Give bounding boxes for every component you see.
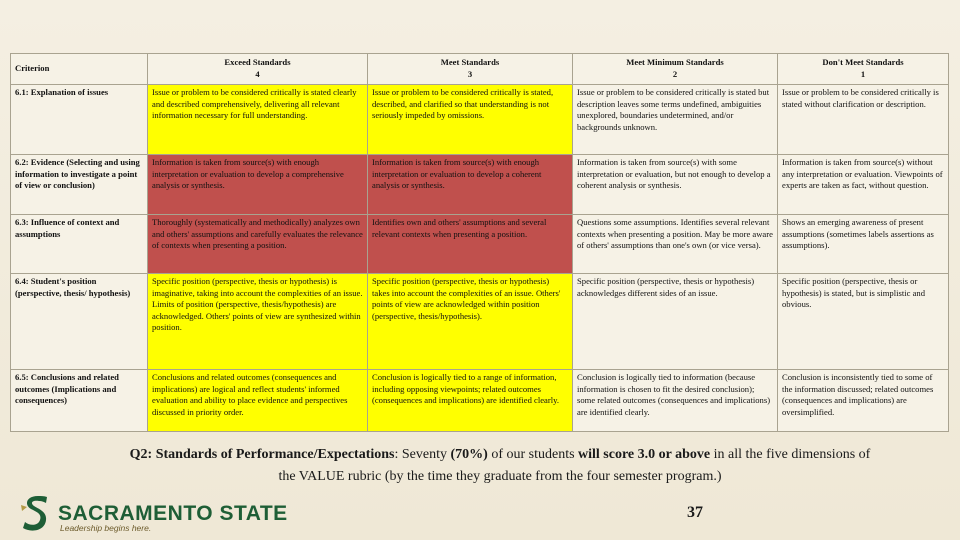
level-header-3: Meet Standards 3: [368, 54, 573, 85]
rubric-row-6-3: [11, 215, 949, 274]
rubric-cell-dont-meet: Information is taken from source(s) without any interpretation or evaluation. Viewpoints of experts are taken as fact, without question.: [778, 155, 949, 215]
rubric-row-6-2: [11, 155, 949, 215]
rubric-cell-exceed: Conclusions and related outcomes (consequences and implications) are logical and reflect students' informed evaluation and ability to place evidence and perspectives discussed in priority order.: [148, 370, 368, 432]
caption-question-label: Q2: Standards of Performance/Expectations: [129, 447, 395, 462]
rubric-row-6-5: [11, 370, 949, 432]
rubric-table: [10, 53, 949, 432]
rubric-cell-dont-meet: Specific position (perspective, thesis or hypothesis) is stated, but is simplistic and obvious.: [778, 274, 949, 370]
criterion-cell: 6.4: Student's position (perspective, thesis/ hypothesis): [11, 274, 148, 370]
rubric-cell-exceed: Information is taken from source(s) with enough interpretation or evaluation to develop a comprehensive analysis or synthesis.: [148, 155, 368, 215]
rubric-cell-dont-meet: Shows an emerging awareness of present assumptions (sometimes labels assertions as assumptions).: [778, 215, 949, 274]
rubric-cell-minimum: Information is taken from source(s) with some interpretation or evaluation, but not enough to develop a coherent analysis or synthesis.: [573, 155, 778, 215]
logo-wordmark: SACRAMENTO STATE: [58, 502, 288, 525]
rubric-cell-exceed: Thoroughly (systematically and methodically) analyzes own and others' assumptions and carefully evaluates the relevance of contexts when presenting a position.: [148, 215, 368, 274]
rubric-row-6-1: [11, 85, 949, 155]
rubric-cell-exceed: Issue or problem to be considered critically is stated clearly and described comprehensively, delivering all relevant information necessary for full understanding.: [148, 85, 368, 155]
criterion-cell: 6.1: Explanation of issues: [11, 85, 148, 155]
rubric-cell-meet: Issue or problem to be considered critically is stated, described, and clarified so that understanding is not seriously impeded by omissions.: [368, 85, 573, 155]
level-header-1: Don't Meet Standards 1: [778, 54, 949, 85]
page-number: 37: [687, 504, 703, 521]
rubric-header-row: [11, 54, 949, 85]
rubric-cell-minimum: Conclusion is logically tied to information (because information is chosen to fit the desired conclusion); some related outcomes (consequences and implications) are identified clearly.: [573, 370, 778, 432]
caption-percent: (70%): [450, 447, 488, 462]
rubric-cell-minimum: Questions some assumptions. Identifies several relevant contexts when presenting a position. May be more aware of others' assumptions than one's own (or vice versa).: [573, 215, 778, 274]
criterion-cell: 6.2: Evidence (Selecting and using information to investigate a point of view or conclusion): [11, 155, 148, 215]
rubric-cell-exceed: Specific position (perspective, thesis or hypothesis) is imaginative, taking into account the complexities of an issue. Limits of position (perspective, thesis/hypothesis) are acknowledged. Others' points of view are synthesized within position.: [148, 274, 368, 370]
level-header-4: Exceed Standards 4: [148, 54, 368, 85]
level-header-2: Meet Minimum Standards 2: [573, 54, 778, 85]
sacramento-state-logo: [18, 493, 288, 533]
criterion-header: Criterion: [11, 54, 148, 85]
rubric-cell-meet: Conclusion is logically tied to a range of information, including opposing viewpoints; related outcomes (consequences and implications) are identified clearly.: [368, 370, 573, 432]
rubric-cell-meet: Identifies own and others' assumptions and several relevant contexts when presenting a position.: [368, 215, 573, 274]
caption-score-target: will score 3.0 or above: [578, 447, 711, 462]
criterion-cell: 6.3: Influence of context and assumptions: [11, 215, 148, 274]
rubric-cell-minimum: Specific position (perspective, thesis or hypothesis) acknowledges different sides of an issue.: [573, 274, 778, 370]
hornet-logo-icon: [18, 493, 52, 533]
standards-caption: Q2: Standards of Performance/Expectations: Seventy (70%) of our students will score 3.0 or above in all the five dimensions of the VALUE rubric (by the time they graduate from the four semester program.): [129, 447, 871, 484]
rubric-row-6-4: [11, 274, 949, 370]
rubric-cell-dont-meet: Conclusion is inconsistently tied to some of the information discussed; related outcomes (consequences and implications) are oversimplified.: [778, 370, 949, 432]
rubric-cell-dont-meet: Issue or problem to be considered critically is stated without clarification or description.: [778, 85, 949, 155]
rubric-cell-meet: Information is taken from source(s) with enough interpretation or evaluation to develop a coherent analysis or synthesis.: [368, 155, 573, 215]
logo-tagline: Leadership begins here.: [60, 523, 152, 533]
rubric-cell-minimum: Issue or problem to be considered critically is stated but description leaves some terms undefined, ambiguities unexplored, boundaries undetermined, and/or backgrounds unknown.: [573, 85, 778, 155]
criterion-cell: 6.5: Conclusions and related outcomes (Implications and consequences): [11, 370, 148, 432]
rubric-cell-meet: Specific position (perspective, thesis or hypothesis) takes into account the complexities of an issue. Others' points of view are acknowledged within position (perspective, thesis/hypothesis).: [368, 274, 573, 370]
